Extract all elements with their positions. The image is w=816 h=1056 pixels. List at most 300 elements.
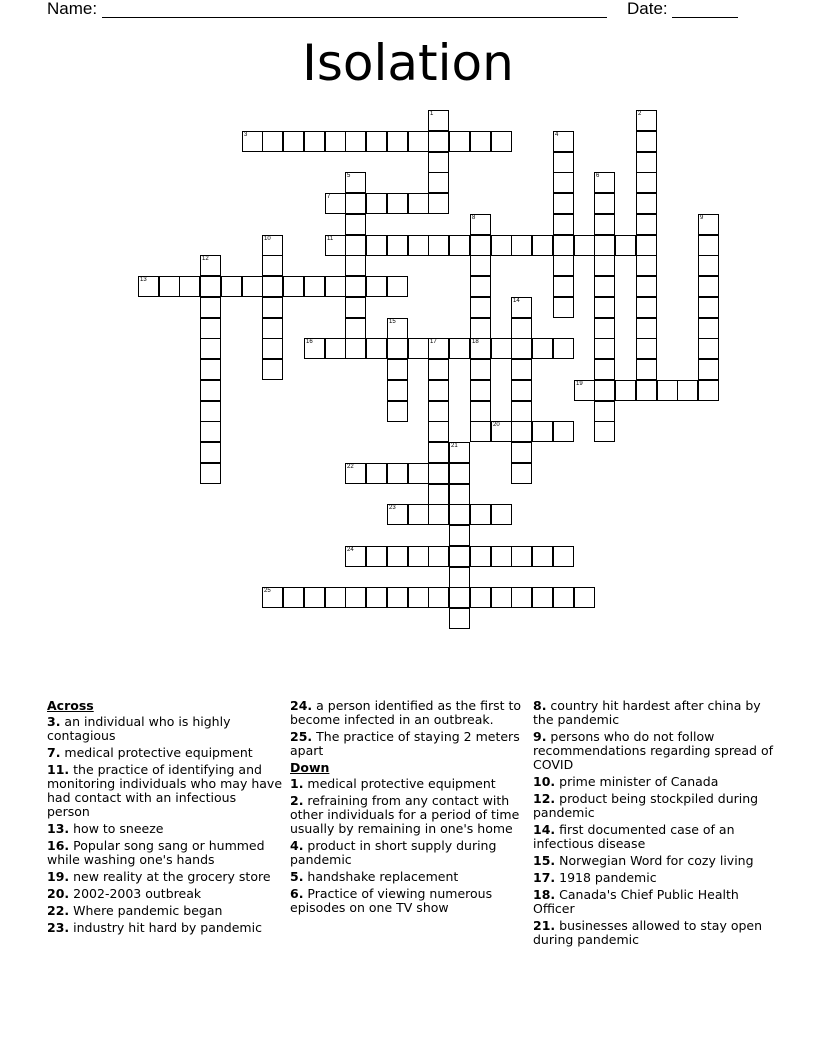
grid-cell[interactable]	[200, 318, 221, 339]
grid-cell[interactable]	[615, 235, 636, 256]
grid-cell[interactable]	[345, 172, 366, 193]
grid-cell[interactable]	[262, 318, 283, 339]
clue-text: businesses allowed to stay open during pandemic	[533, 918, 763, 947]
clue-number: 16.	[47, 838, 70, 853]
clue-number: 21.	[533, 918, 556, 933]
grid-cell[interactable]	[594, 380, 615, 401]
grid-cell[interactable]	[698, 380, 719, 401]
grid-cell[interactable]	[491, 504, 512, 525]
clue-number: 22.	[47, 903, 70, 918]
grid-cell[interactable]	[428, 172, 449, 193]
clue-text: product in short supply during pandemic	[290, 838, 497, 867]
clue-number: 21	[451, 443, 458, 449]
grid-cell[interactable]	[221, 276, 242, 297]
clue-number: 10	[264, 236, 271, 242]
grid-cell[interactable]	[387, 193, 408, 214]
grid-cell[interactable]	[532, 235, 553, 256]
grid-cell[interactable]	[594, 193, 615, 214]
grid-cell[interactable]	[449, 484, 470, 505]
clue-text: medical protective equipment	[303, 776, 496, 791]
grid-cell[interactable]	[553, 587, 574, 608]
grid-cell[interactable]	[698, 318, 719, 339]
clue-across	[47, 715, 282, 743]
clue-number: 15	[389, 319, 396, 325]
grid-cell[interactable]	[574, 587, 595, 608]
grid-cell[interactable]	[428, 401, 449, 422]
grid-cell[interactable]	[449, 608, 470, 629]
grid-cell[interactable]	[345, 193, 366, 214]
clue-number: 19.	[47, 869, 70, 884]
grid-cell[interactable]	[470, 421, 491, 442]
clue-number: 4	[555, 132, 559, 138]
clue-text: new reality at the grocery store	[69, 869, 271, 884]
grid-cell[interactable]	[511, 318, 532, 339]
grid-cell[interactable]	[449, 235, 470, 256]
down-heading: Down	[290, 760, 330, 775]
grid-cell[interactable]	[408, 463, 429, 484]
grid-cell[interactable]	[698, 338, 719, 359]
grid-cell[interactable]	[408, 131, 429, 152]
clue-number: 17.	[533, 870, 556, 885]
grid-cell[interactable]	[304, 276, 325, 297]
clue-number: 20	[493, 422, 500, 428]
grid-cell[interactable]	[262, 338, 283, 359]
grid-cell[interactable]	[345, 463, 366, 484]
grid-cell[interactable]	[574, 380, 595, 401]
grid-cell[interactable]	[553, 214, 574, 235]
grid-cell[interactable]	[470, 338, 491, 359]
clue-number: 19	[576, 381, 583, 387]
clue-number: 6.	[290, 886, 304, 901]
grid-cell[interactable]	[325, 193, 346, 214]
clue-number: 4.	[290, 838, 304, 853]
grid-cell[interactable]	[200, 338, 221, 359]
grid-cell[interactable]	[408, 546, 429, 567]
clue-down	[290, 794, 528, 836]
clue-text: product being stockpiled during pandemic	[533, 791, 759, 820]
grid-cell[interactable]	[138, 276, 159, 297]
clue-text: refraining from any contact with other individuals for a period of time usually by remaining in one's home	[290, 793, 520, 836]
grid-cell[interactable]	[262, 235, 283, 256]
clue-number: 12	[202, 256, 209, 262]
grid-cell[interactable]	[470, 587, 491, 608]
grid-cell[interactable]	[594, 297, 615, 318]
clue-number: 9	[700, 215, 704, 221]
grid-cell[interactable]	[345, 131, 366, 152]
grid-cell[interactable]	[636, 276, 657, 297]
clue-across	[47, 921, 282, 935]
clue-number: 23	[389, 505, 396, 511]
clue-number: 15.	[533, 853, 556, 868]
clue-text: Where pandemic began	[69, 903, 223, 918]
clues-column-1	[47, 699, 282, 938]
grid-cell[interactable]	[698, 276, 719, 297]
page-title: Isolation	[302, 34, 514, 92]
clue-number: 24	[347, 547, 354, 553]
grid-cell[interactable]	[449, 463, 470, 484]
grid-cell[interactable]	[408, 235, 429, 256]
clue-text: country hit hardest after china by the pandemic	[533, 698, 761, 727]
clue-across	[47, 887, 282, 901]
grid-cell[interactable]	[532, 338, 553, 359]
grid-cell[interactable]	[428, 110, 449, 131]
grid-cell[interactable]	[345, 255, 366, 276]
grid-cell[interactable]	[677, 380, 698, 401]
clue-text: 2002-2003 outbreak	[69, 886, 202, 901]
grid-cell[interactable]	[594, 338, 615, 359]
clue-number: 24.	[290, 698, 313, 713]
grid-cell[interactable]	[553, 172, 574, 193]
grid-cell[interactable]	[636, 318, 657, 339]
grid-cell[interactable]	[470, 546, 491, 567]
grid-cell[interactable]	[553, 276, 574, 297]
clue-text: handshake replacement	[303, 869, 459, 884]
grid-cell[interactable]	[428, 131, 449, 152]
grid-cell[interactable]	[636, 110, 657, 131]
grid-cell[interactable]	[553, 235, 574, 256]
grid-cell[interactable]	[449, 131, 470, 152]
clue-text: prime minister of Canada	[555, 774, 719, 789]
clue-number: 11	[327, 236, 334, 242]
grid-cell[interactable]	[553, 546, 574, 567]
grid-cell[interactable]	[387, 504, 408, 525]
grid-cell[interactable]	[428, 421, 449, 442]
across-heading: Across	[47, 698, 94, 713]
grid-cell[interactable]	[200, 276, 221, 297]
grid-cell[interactable]	[491, 587, 512, 608]
clue-text: 1918 pandemic	[555, 870, 657, 885]
grid-cell[interactable]	[491, 235, 512, 256]
grid-cell[interactable]	[428, 193, 449, 214]
grid-cell[interactable]	[449, 442, 470, 463]
grid-cell[interactable]	[387, 338, 408, 359]
grid-cell[interactable]	[387, 380, 408, 401]
grid-cell[interactable]	[428, 380, 449, 401]
grid-cell[interactable]	[200, 421, 221, 442]
grid-cell[interactable]	[428, 587, 449, 608]
clue-number: 18	[472, 339, 479, 345]
grid-cell[interactable]	[470, 131, 491, 152]
grid-cell[interactable]	[594, 318, 615, 339]
clue-number: 25	[264, 588, 271, 594]
clue-text: Popular song sang or hummed while washing one's hands	[47, 838, 265, 867]
grid-cell[interactable]	[366, 587, 387, 608]
grid-cell[interactable]	[325, 338, 346, 359]
grid-cell[interactable]	[470, 255, 491, 276]
grid-cell[interactable]	[387, 463, 408, 484]
grid-cell[interactable]	[470, 504, 491, 525]
grid-cell[interactable]	[387, 131, 408, 152]
clue-text: industry hit hard by pandemic	[69, 920, 262, 935]
grid-cell[interactable]	[594, 401, 615, 422]
grid-cell[interactable]	[428, 546, 449, 567]
grid-cell[interactable]	[366, 193, 387, 214]
clue-text: an individual who is highly contagious	[47, 714, 231, 743]
clue-down	[290, 870, 528, 884]
grid-cell[interactable]	[200, 442, 221, 463]
clue-across	[47, 822, 282, 836]
grid-cell[interactable]	[242, 276, 263, 297]
grid-cell[interactable]	[698, 255, 719, 276]
grid-cell[interactable]	[553, 152, 574, 173]
grid-cell[interactable]	[636, 131, 657, 152]
grid-cell[interactable]	[470, 359, 491, 380]
grid-cell[interactable]	[594, 255, 615, 276]
grid-cell[interactable]	[553, 338, 574, 359]
clue-number: 2	[638, 111, 642, 117]
grid-cell[interactable]	[200, 359, 221, 380]
grid-cell[interactable]	[511, 421, 532, 442]
grid-cell[interactable]	[387, 359, 408, 380]
clue-down	[533, 730, 773, 772]
grid-cell[interactable]	[325, 587, 346, 608]
grid-cell[interactable]	[283, 276, 304, 297]
grid-cell[interactable]	[200, 401, 221, 422]
grid-cell[interactable]	[387, 276, 408, 297]
grid-cell[interactable]	[636, 297, 657, 318]
clue-number: 18.	[533, 887, 556, 902]
grid-cell[interactable]	[200, 380, 221, 401]
clue-down	[290, 839, 528, 867]
grid-cell[interactable]	[553, 297, 574, 318]
grid-cell[interactable]	[387, 401, 408, 422]
grid-cell[interactable]	[449, 525, 470, 546]
clue-down	[533, 871, 773, 885]
grid-cell[interactable]	[636, 235, 657, 256]
grid-cell[interactable]	[262, 587, 283, 608]
grid-cell[interactable]	[511, 297, 532, 318]
grid-cell[interactable]	[345, 235, 366, 256]
grid-cell[interactable]	[470, 235, 491, 256]
clue-text: Practice of viewing numerous episodes on one TV show	[290, 886, 493, 915]
grid-cell[interactable]	[408, 504, 429, 525]
grid-cell[interactable]	[325, 276, 346, 297]
clue-number: 17	[430, 339, 437, 345]
clue-number: 12.	[533, 791, 556, 806]
grid-cell[interactable]	[470, 401, 491, 422]
grid-cell[interactable]	[200, 255, 221, 276]
grid-cell[interactable]	[594, 172, 615, 193]
grid-cell[interactable]	[449, 567, 470, 588]
grid-cell[interactable]	[698, 235, 719, 256]
grid-cell[interactable]	[574, 235, 595, 256]
grid-cell[interactable]	[345, 318, 366, 339]
grid-cell[interactable]	[283, 587, 304, 608]
grid-cell[interactable]	[511, 359, 532, 380]
grid-cell[interactable]	[532, 421, 553, 442]
grid-cell[interactable]	[491, 421, 512, 442]
grid-cell[interactable]	[428, 463, 449, 484]
grid-cell[interactable]	[408, 193, 429, 214]
clue-text: The practice of staying 2 meters apart	[290, 729, 520, 758]
clues-column-2	[290, 699, 528, 918]
clue-number: 11.	[47, 762, 70, 777]
grid-cell[interactable]	[594, 235, 615, 256]
grid-cell[interactable]	[366, 131, 387, 152]
clue-text: how to sneeze	[69, 821, 164, 836]
clue-down	[533, 823, 773, 851]
grid-cell[interactable]	[636, 172, 657, 193]
clue-number: 8.	[533, 698, 547, 713]
grid-cell[interactable]	[470, 214, 491, 235]
grid-cell[interactable]	[325, 131, 346, 152]
clue-down	[533, 792, 773, 820]
grid-cell[interactable]	[304, 131, 325, 152]
clue-number: 5	[347, 173, 351, 179]
clue-down	[533, 699, 773, 727]
grid-cell[interactable]	[636, 380, 657, 401]
grid-cell[interactable]	[511, 587, 532, 608]
grid-cell[interactable]	[511, 380, 532, 401]
clue-number: 7.	[47, 745, 61, 760]
grid-cell[interactable]	[532, 546, 553, 567]
clue-text: Canada's Chief Public Health Officer	[533, 887, 739, 916]
grid-cell[interactable]	[636, 359, 657, 380]
grid-cell[interactable]	[449, 587, 470, 608]
clue-number: 5.	[290, 869, 304, 884]
grid-cell[interactable]	[636, 255, 657, 276]
clue-across	[290, 699, 528, 727]
grid-cell[interactable]	[698, 214, 719, 235]
clue-number: 3	[244, 132, 248, 138]
grid-cell[interactable]	[491, 131, 512, 152]
clue-across	[47, 904, 282, 918]
grid-cell[interactable]	[428, 484, 449, 505]
grid-cell[interactable]	[325, 235, 346, 256]
grid-cell[interactable]	[283, 131, 304, 152]
grid-cell[interactable]	[159, 276, 180, 297]
grid-cell[interactable]	[262, 359, 283, 380]
grid-cell[interactable]	[304, 338, 325, 359]
clues-column-3	[533, 699, 773, 950]
clue-down	[533, 775, 773, 789]
clue-text: persons who do not follow recommendations regarding spread of COVID	[533, 729, 773, 772]
clue-down	[533, 888, 773, 916]
grid-cell[interactable]	[366, 463, 387, 484]
grid-cell[interactable]	[366, 235, 387, 256]
grid-cell[interactable]	[428, 504, 449, 525]
grid-cell[interactable]	[387, 318, 408, 339]
grid-cell[interactable]	[553, 193, 574, 214]
clue-number: 1.	[290, 776, 304, 791]
clue-number: 10.	[533, 774, 556, 789]
clue-number: 7	[327, 194, 331, 200]
clue-number: 13.	[47, 821, 70, 836]
clue-number: 20.	[47, 886, 70, 901]
grid-cell[interactable]	[636, 152, 657, 173]
grid-cell[interactable]	[511, 463, 532, 484]
clue-down	[290, 887, 528, 915]
grid-cell[interactable]	[304, 587, 325, 608]
grid-cell[interactable]	[428, 152, 449, 173]
grid-cell[interactable]	[511, 401, 532, 422]
grid-cell[interactable]	[345, 297, 366, 318]
grid-cell[interactable]	[262, 276, 283, 297]
grid-cell[interactable]	[553, 255, 574, 276]
grid-cell[interactable]	[491, 546, 512, 567]
grid-cell[interactable]	[698, 359, 719, 380]
grid-cell[interactable]	[366, 276, 387, 297]
clue-down	[533, 919, 773, 947]
clue-text: Norwegian Word for cozy living	[555, 853, 754, 868]
grid-cell[interactable]	[449, 504, 470, 525]
grid-cell[interactable]	[470, 380, 491, 401]
grid-cell[interactable]	[698, 297, 719, 318]
grid-cell[interactable]	[636, 214, 657, 235]
grid-cell[interactable]	[345, 338, 366, 359]
grid-cell[interactable]	[345, 546, 366, 567]
grid-cell[interactable]	[428, 338, 449, 359]
grid-cell[interactable]	[387, 235, 408, 256]
clue-text: first documented case of an infectious disease	[533, 822, 735, 851]
clue-number: 3.	[47, 714, 61, 729]
grid-cell[interactable]	[532, 587, 553, 608]
grid-cell[interactable]	[449, 546, 470, 567]
grid-cell[interactable]	[594, 359, 615, 380]
grid-cell[interactable]	[511, 235, 532, 256]
name-label: Name:	[47, 0, 98, 18]
grid-cell[interactable]	[511, 546, 532, 567]
grid-cell[interactable]	[408, 587, 429, 608]
grid-cell[interactable]	[553, 421, 574, 442]
grid-cell[interactable]	[470, 297, 491, 318]
clue-number: 25.	[290, 729, 313, 744]
grid-cell[interactable]	[345, 587, 366, 608]
clue-number: 23.	[47, 920, 70, 935]
grid-cell[interactable]	[179, 276, 200, 297]
clue-across	[47, 763, 282, 819]
grid-cell[interactable]	[553, 131, 574, 152]
grid-cell[interactable]	[366, 546, 387, 567]
grid-cell[interactable]	[345, 214, 366, 235]
clue-across	[47, 839, 282, 867]
grid-cell[interactable]	[262, 297, 283, 318]
grid-cell[interactable]	[200, 297, 221, 318]
grid-cell[interactable]	[657, 380, 678, 401]
grid-cell[interactable]	[366, 338, 387, 359]
grid-cell[interactable]	[428, 359, 449, 380]
grid-cell[interactable]	[242, 131, 263, 152]
grid-cell[interactable]	[470, 276, 491, 297]
grid-cell[interactable]	[387, 587, 408, 608]
clue-number: 2.	[290, 793, 304, 808]
grid-cell[interactable]	[594, 276, 615, 297]
grid-cell[interactable]	[470, 318, 491, 339]
grid-cell[interactable]	[408, 338, 429, 359]
grid-cell[interactable]	[428, 442, 449, 463]
grid-cell[interactable]	[262, 255, 283, 276]
grid-cell[interactable]	[615, 380, 636, 401]
grid-cell[interactable]	[262, 131, 283, 152]
clue-across	[290, 730, 528, 758]
date-label: Date:	[627, 0, 668, 18]
grid-cell[interactable]	[345, 276, 366, 297]
grid-cell[interactable]	[387, 546, 408, 567]
grid-cell[interactable]	[200, 463, 221, 484]
grid-cell[interactable]	[594, 214, 615, 235]
clue-down	[533, 854, 773, 868]
grid-cell[interactable]	[594, 421, 615, 442]
clue-number: 14	[513, 298, 520, 304]
grid-cell[interactable]	[636, 193, 657, 214]
grid-cell[interactable]	[491, 338, 512, 359]
grid-cell[interactable]	[511, 442, 532, 463]
clue-number: 14.	[533, 822, 556, 837]
grid-cell[interactable]	[511, 338, 532, 359]
grid-cell[interactable]	[636, 338, 657, 359]
grid-cell[interactable]	[428, 235, 449, 256]
grid-cell[interactable]	[449, 338, 470, 359]
